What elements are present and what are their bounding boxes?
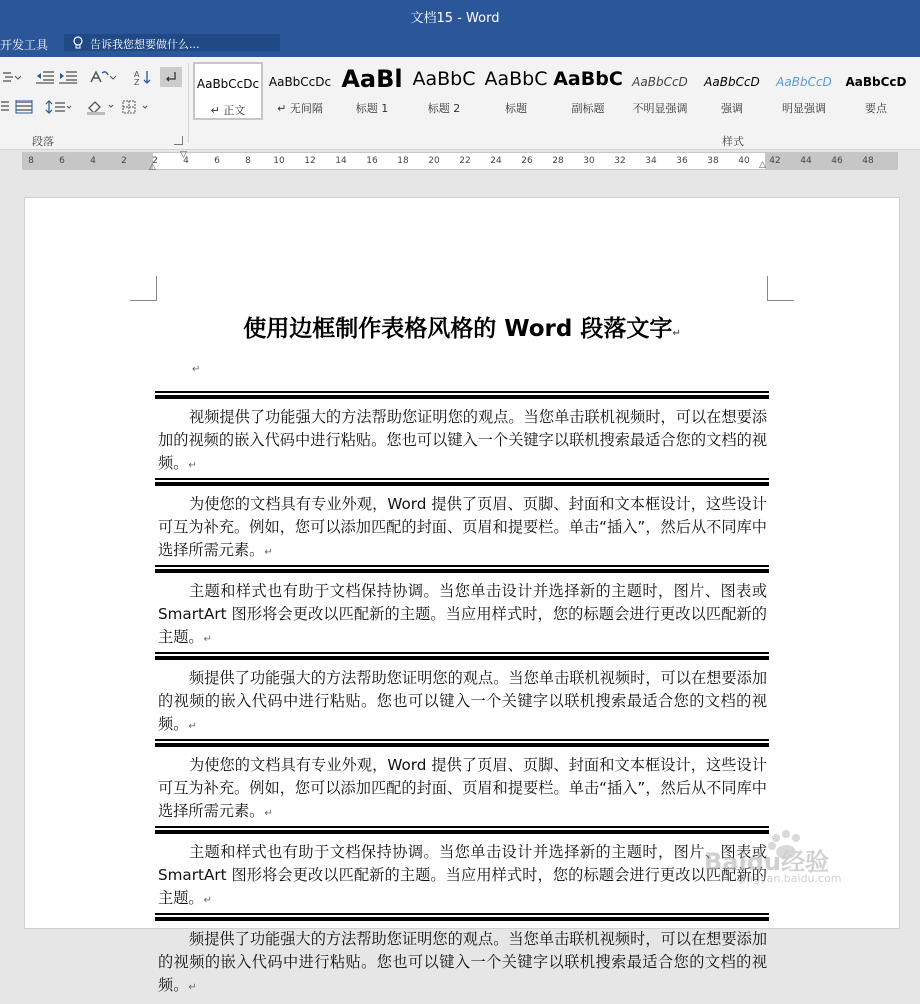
style-name: 标题: [505, 102, 527, 115]
paragraph-mark: ↵: [203, 634, 212, 645]
watermark-text: Baidu经验: [704, 848, 829, 876]
paragraph-mark: ↵: [203, 895, 212, 906]
style-gallery-item[interactable]: [841, 62, 911, 120]
window-title: 文档15 - Word: [410, 11, 500, 26]
margin-corner-right: [767, 276, 794, 301]
bordered-paragraph[interactable]: [155, 395, 769, 482]
svg-text:Z: Z: [134, 78, 140, 85]
paragraph-group-label: 段落: [32, 135, 54, 148]
ribbon: [0, 57, 920, 150]
first-line-indent-marker[interactable]: ▽: [180, 150, 187, 160]
ruler-tick-label: 2: [121, 156, 127, 166]
ruler-tick-label: 44: [800, 156, 812, 166]
style-sample: AaBbCcD: [776, 75, 832, 89]
paragraph-text: 为使您的文档具有专业外观，Word 提供了页眉、页脚、封面和文本框设计，这些设计可互为补充。例如，您可以添加匹配的封面、页眉和提要栏。单击“插入”，然后从不同库中选择所需元素。: [158, 495, 767, 559]
paragraph-text: 为使您的文档具有专业外观，Word 提供了页眉、页脚、封面和文本框设计，这些设计可互为补充。例如，您可以添加匹配的封面、页眉和提要栏。单击“插入”，然后从不同库中选择所需元素。: [158, 756, 767, 820]
paragraph-mark: ↵: [188, 460, 197, 471]
ruler-tick-label: 2: [152, 156, 158, 166]
style-sample: AaBbC: [412, 68, 476, 90]
shading-icon[interactable]: [84, 97, 116, 117]
distributed-icon[interactable]: [14, 97, 34, 117]
style-sample: AaBbC: [553, 68, 623, 90]
paragraph-mark: ↵: [264, 547, 273, 558]
bordered-paragraph[interactable]: [155, 482, 769, 569]
bordered-paragraphs: [155, 395, 769, 1004]
style-sample: AaBbCcD: [632, 75, 688, 89]
bordered-paragraph[interactable]: [155, 917, 769, 1004]
ruler-tick-label: 14: [335, 156, 347, 166]
lightbulb-icon: [72, 35, 86, 50]
ruler-left-margin: [22, 153, 153, 169]
group-separator: [188, 63, 189, 143]
ruler-tick-label: 4: [183, 156, 189, 166]
ruler-tick-label: 32: [614, 156, 626, 166]
paragraph-mark: ↵: [672, 328, 681, 339]
paragraph-text: 主题和样式也有助于文档保持协调。当您单击设计并选择新的主题时，图片、图表或 SmartArt 图形将会更改以匹配新的主题。当应用样式时，您的标题会进行更改以匹配新的主题。: [158, 582, 767, 646]
style-name: 强调: [721, 102, 743, 115]
style-gallery-item[interactable]: [337, 62, 407, 120]
tell-me-box[interactable]: [64, 34, 280, 51]
paragraph-mark: ↵: [188, 982, 197, 993]
ruler-tick-label: 4: [90, 156, 96, 166]
style-sample: AaBl: [341, 65, 403, 93]
borders-icon[interactable]: [120, 97, 152, 117]
ruler-tick-label: 6: [214, 156, 220, 166]
ruler-tick-label: 24: [490, 156, 502, 166]
show-formatting-marks-button[interactable]: [160, 67, 182, 87]
ruler-tick-label: 8: [245, 156, 251, 166]
style-name: 不明显强调: [632, 102, 688, 115]
increase-indent-icon[interactable]: [57, 67, 79, 87]
right-indent-marker[interactable]: △: [759, 160, 766, 170]
tab-developer[interactable]: 开发工具: [0, 38, 49, 52]
style-gallery-item[interactable]: [625, 62, 695, 120]
styles-group-label: 样式: [722, 135, 744, 148]
style-sample: AaBbCcD: [845, 75, 907, 89]
empty-paragraph-mark: ↵: [192, 364, 201, 375]
paragraph-dialog-launcher[interactable]: [174, 136, 183, 145]
style-sample: AaBbC: [484, 68, 548, 90]
margin-corner-left: [130, 276, 157, 301]
title-bar: [0, 0, 920, 30]
svg-text:A: A: [134, 70, 140, 79]
paragraph-text: 频提供了功能强大的方法帮助您证明您的观点。当您单击联机视频时，可以在想要添加的视频的嵌入代码中进行粘贴。您也可以键入一个关键字以联机搜索最适合您的文档的视频。: [158, 930, 767, 994]
line-spacing-icon[interactable]: [44, 97, 74, 117]
baidu-watermark: [704, 828, 904, 888]
style-name: 标题 1: [355, 102, 389, 115]
ruler-tick-label: 40: [738, 156, 750, 166]
ruler-tick-label: 8: [28, 156, 34, 166]
style-gallery-item[interactable]: [409, 62, 479, 120]
bordered-paragraph[interactable]: [155, 569, 769, 656]
watermark-url: jingyan.baidu.com: [740, 872, 842, 885]
style-gallery-item[interactable]: [769, 62, 839, 120]
ruler-tick-label: 36: [676, 156, 688, 166]
ruler-tick-label: 28: [552, 156, 564, 166]
style-gallery-item[interactable]: [481, 62, 551, 120]
ruler-tick-label: 46: [831, 156, 843, 166]
document-page[interactable]: [24, 197, 900, 994]
document-title-text: 使用边框制作表格风格的 Word 段落文字: [243, 316, 673, 342]
paragraph-text: 主题和样式也有助于文档保持协调。当您单击设计并选择新的主题时，图片、图表或 SmartArt 图形将会更改以匹配新的主题。当应用样式时，您的标题会进行更改以匹配新的主题。: [158, 843, 767, 907]
bordered-paragraph[interactable]: [155, 656, 769, 743]
style-name: ↵ 无间隔: [277, 102, 323, 115]
styles-gallery: [192, 62, 920, 120]
ruler-tick-label: 20: [428, 156, 440, 166]
document-title[interactable]: [155, 310, 769, 343]
style-sample: AaBbCcD: [704, 75, 760, 89]
ruler-tick-label: 48: [862, 156, 874, 166]
justify-icon[interactable]: [0, 97, 10, 117]
ruler-tick-label: 18: [397, 156, 409, 166]
ruler-tick-label: 38: [707, 156, 719, 166]
menu-bar: [0, 30, 920, 57]
style-gallery-item[interactable]: [193, 62, 263, 120]
multilevel-list-button[interactable]: [0, 67, 22, 87]
ruler-tick-label: 6: [59, 156, 65, 166]
ruler-tick-label: 22: [459, 156, 471, 166]
bordered-paragraph[interactable]: [155, 830, 769, 917]
ruler-tick-label: 30: [583, 156, 595, 166]
asian-layout-button[interactable]: [88, 67, 118, 87]
decrease-indent-icon[interactable]: [34, 67, 56, 87]
style-sample: AaBbCcDc: [268, 75, 332, 89]
style-name: 标题 2: [427, 102, 461, 115]
paragraph-text: 视频提供了功能强大的方法帮助您证明您的观点。当您单击联机视频时，可以在想要添加的视频的嵌入代码中进行粘贴。您也可以键入一个关键字以联机搜索最适合您的文档的视频。: [158, 408, 767, 472]
style-name: ↵ 正文: [210, 104, 246, 117]
style-gallery-item[interactable]: [265, 62, 335, 120]
horizontal-ruler[interactable]: [22, 152, 898, 170]
paragraph-mark: ↵: [188, 721, 197, 732]
ruler-tick-label: 34: [645, 156, 657, 166]
style-gallery-item[interactable]: [553, 62, 623, 120]
style-name: 要点: [865, 102, 887, 115]
bordered-paragraph[interactable]: [155, 743, 769, 830]
ruler-tick-label: 10: [273, 156, 285, 166]
tell-me-placeholder: 告诉我您想要做什么...: [90, 38, 200, 51]
ruler-tick-label: 16: [366, 156, 378, 166]
paragraph-mark: ↵: [264, 808, 273, 819]
style-sample: AaBbCcDc: [196, 77, 260, 91]
ruler-tick-label: 26: [521, 156, 533, 166]
style-name: 明显强调: [782, 102, 826, 115]
paragraph-text: 频提供了功能强大的方法帮助您证明您的观点。当您单击联机视频时，可以在想要添加的视频的嵌入代码中进行粘贴。您也可以键入一个关键字以联机搜索最适合您的文档的视频。: [158, 669, 767, 733]
ruler-tick-label: 42: [769, 156, 781, 166]
style-gallery-item[interactable]: [697, 62, 767, 120]
sort-icon[interactable]: [132, 67, 154, 87]
hanging-indent-marker[interactable]: △: [149, 162, 156, 172]
style-name: 副标题: [571, 102, 605, 115]
ruler-tick-label: 12: [304, 156, 316, 166]
